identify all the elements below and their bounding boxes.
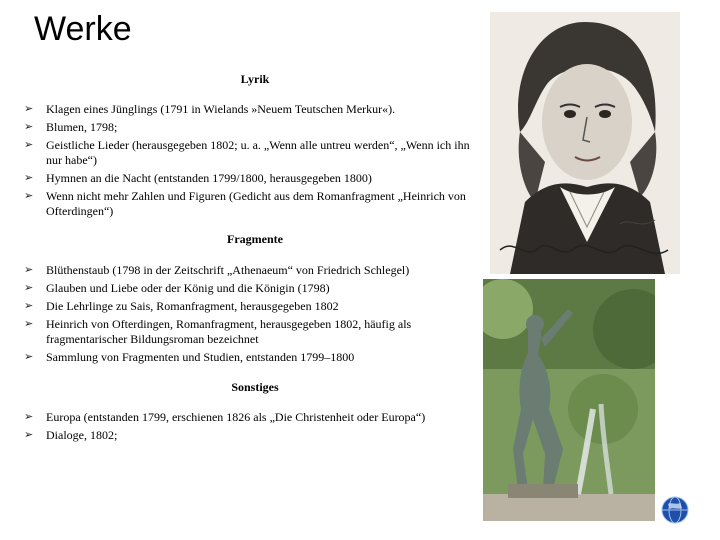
sonstiges-list [22, 410, 472, 446]
list-item: ➢ Geistliche Lieder (herausgegeben 1802; u. a. „Wenn alle untreu werden“, „Wenn ich ihn nur habe“) [24, 138, 470, 167]
arrow-bullet-icon: ➢ [24, 103, 34, 115]
list-item: ➢ Wenn nicht mehr Zahlen und Figuren (Gedicht aus dem Romanfragment „Heinrich von Ofterdingen“) [24, 189, 466, 218]
list-item: ➢ Dialoge, 1802; [24, 428, 118, 442]
list-item: ➢ Glauben und Liebe oder der König und die Königin (1798) [24, 281, 330, 295]
section-heading-fragmente: Fragmente [227, 232, 283, 246]
arrow-bullet-icon: ➢ [24, 282, 34, 294]
arrow-bullet-icon: ➢ [24, 429, 34, 441]
lyrik-list [22, 102, 484, 222]
fountain-statue-photo [483, 279, 655, 521]
arrow-bullet-icon: ➢ [24, 411, 34, 423]
arrow-bullet-icon: ➢ [24, 139, 34, 151]
list-item: ➢ Europa (entstanden 1799, erschienen 1826 als „Die Christenheit oder Europa“) [24, 410, 426, 424]
arrow-bullet-icon: ➢ [24, 318, 34, 330]
arrow-bullet-icon: ➢ [24, 172, 34, 184]
list-item: ➢ Blüthenstaub (1798 in der Zeitschrift „Athenaeum“ von Friedrich Schlegel) [24, 263, 410, 277]
section-heading-sonstiges: Sonstiges [231, 380, 279, 394]
list-item: ➢ Heinrich von Ofterdingen, Romanfragment, herausgegeben 1802, häufig als fragmentarischer Bildungsroman bezeichnet [24, 317, 412, 346]
list-item: ➢ Die Lehrlinge zu Sais, Romanfragment, herausgegeben 1802 [24, 299, 339, 313]
portrait-image [490, 12, 680, 274]
fragmente-list [22, 263, 492, 368]
arrow-bullet-icon: ➢ [24, 121, 34, 133]
arrow-bullet-icon: ➢ [24, 351, 34, 363]
list-item: ➢ Blumen, 1798; [24, 120, 118, 134]
arrow-bullet-icon: ➢ [24, 190, 34, 202]
arrow-bullet-icon: ➢ [24, 300, 34, 312]
arrow-bullet-icon: ➢ [24, 264, 34, 276]
section-heading-lyrik: Lyrik [240, 72, 270, 86]
list-item: ➢ Klagen eines Jünglings (1791 in Wielands »Neuem Teutschen Merkur«). [24, 102, 396, 116]
list-item: ➢ Hymnen an die Nacht (entstanden 1799/1800, herausgegeben 1800) [24, 171, 372, 185]
slide-title: Werke [34, 10, 132, 48]
globe-logo-icon [660, 495, 690, 525]
list-item: ➢ Sammlung von Fragmenten und Studien, entstanden 1799–1800 [24, 350, 355, 364]
